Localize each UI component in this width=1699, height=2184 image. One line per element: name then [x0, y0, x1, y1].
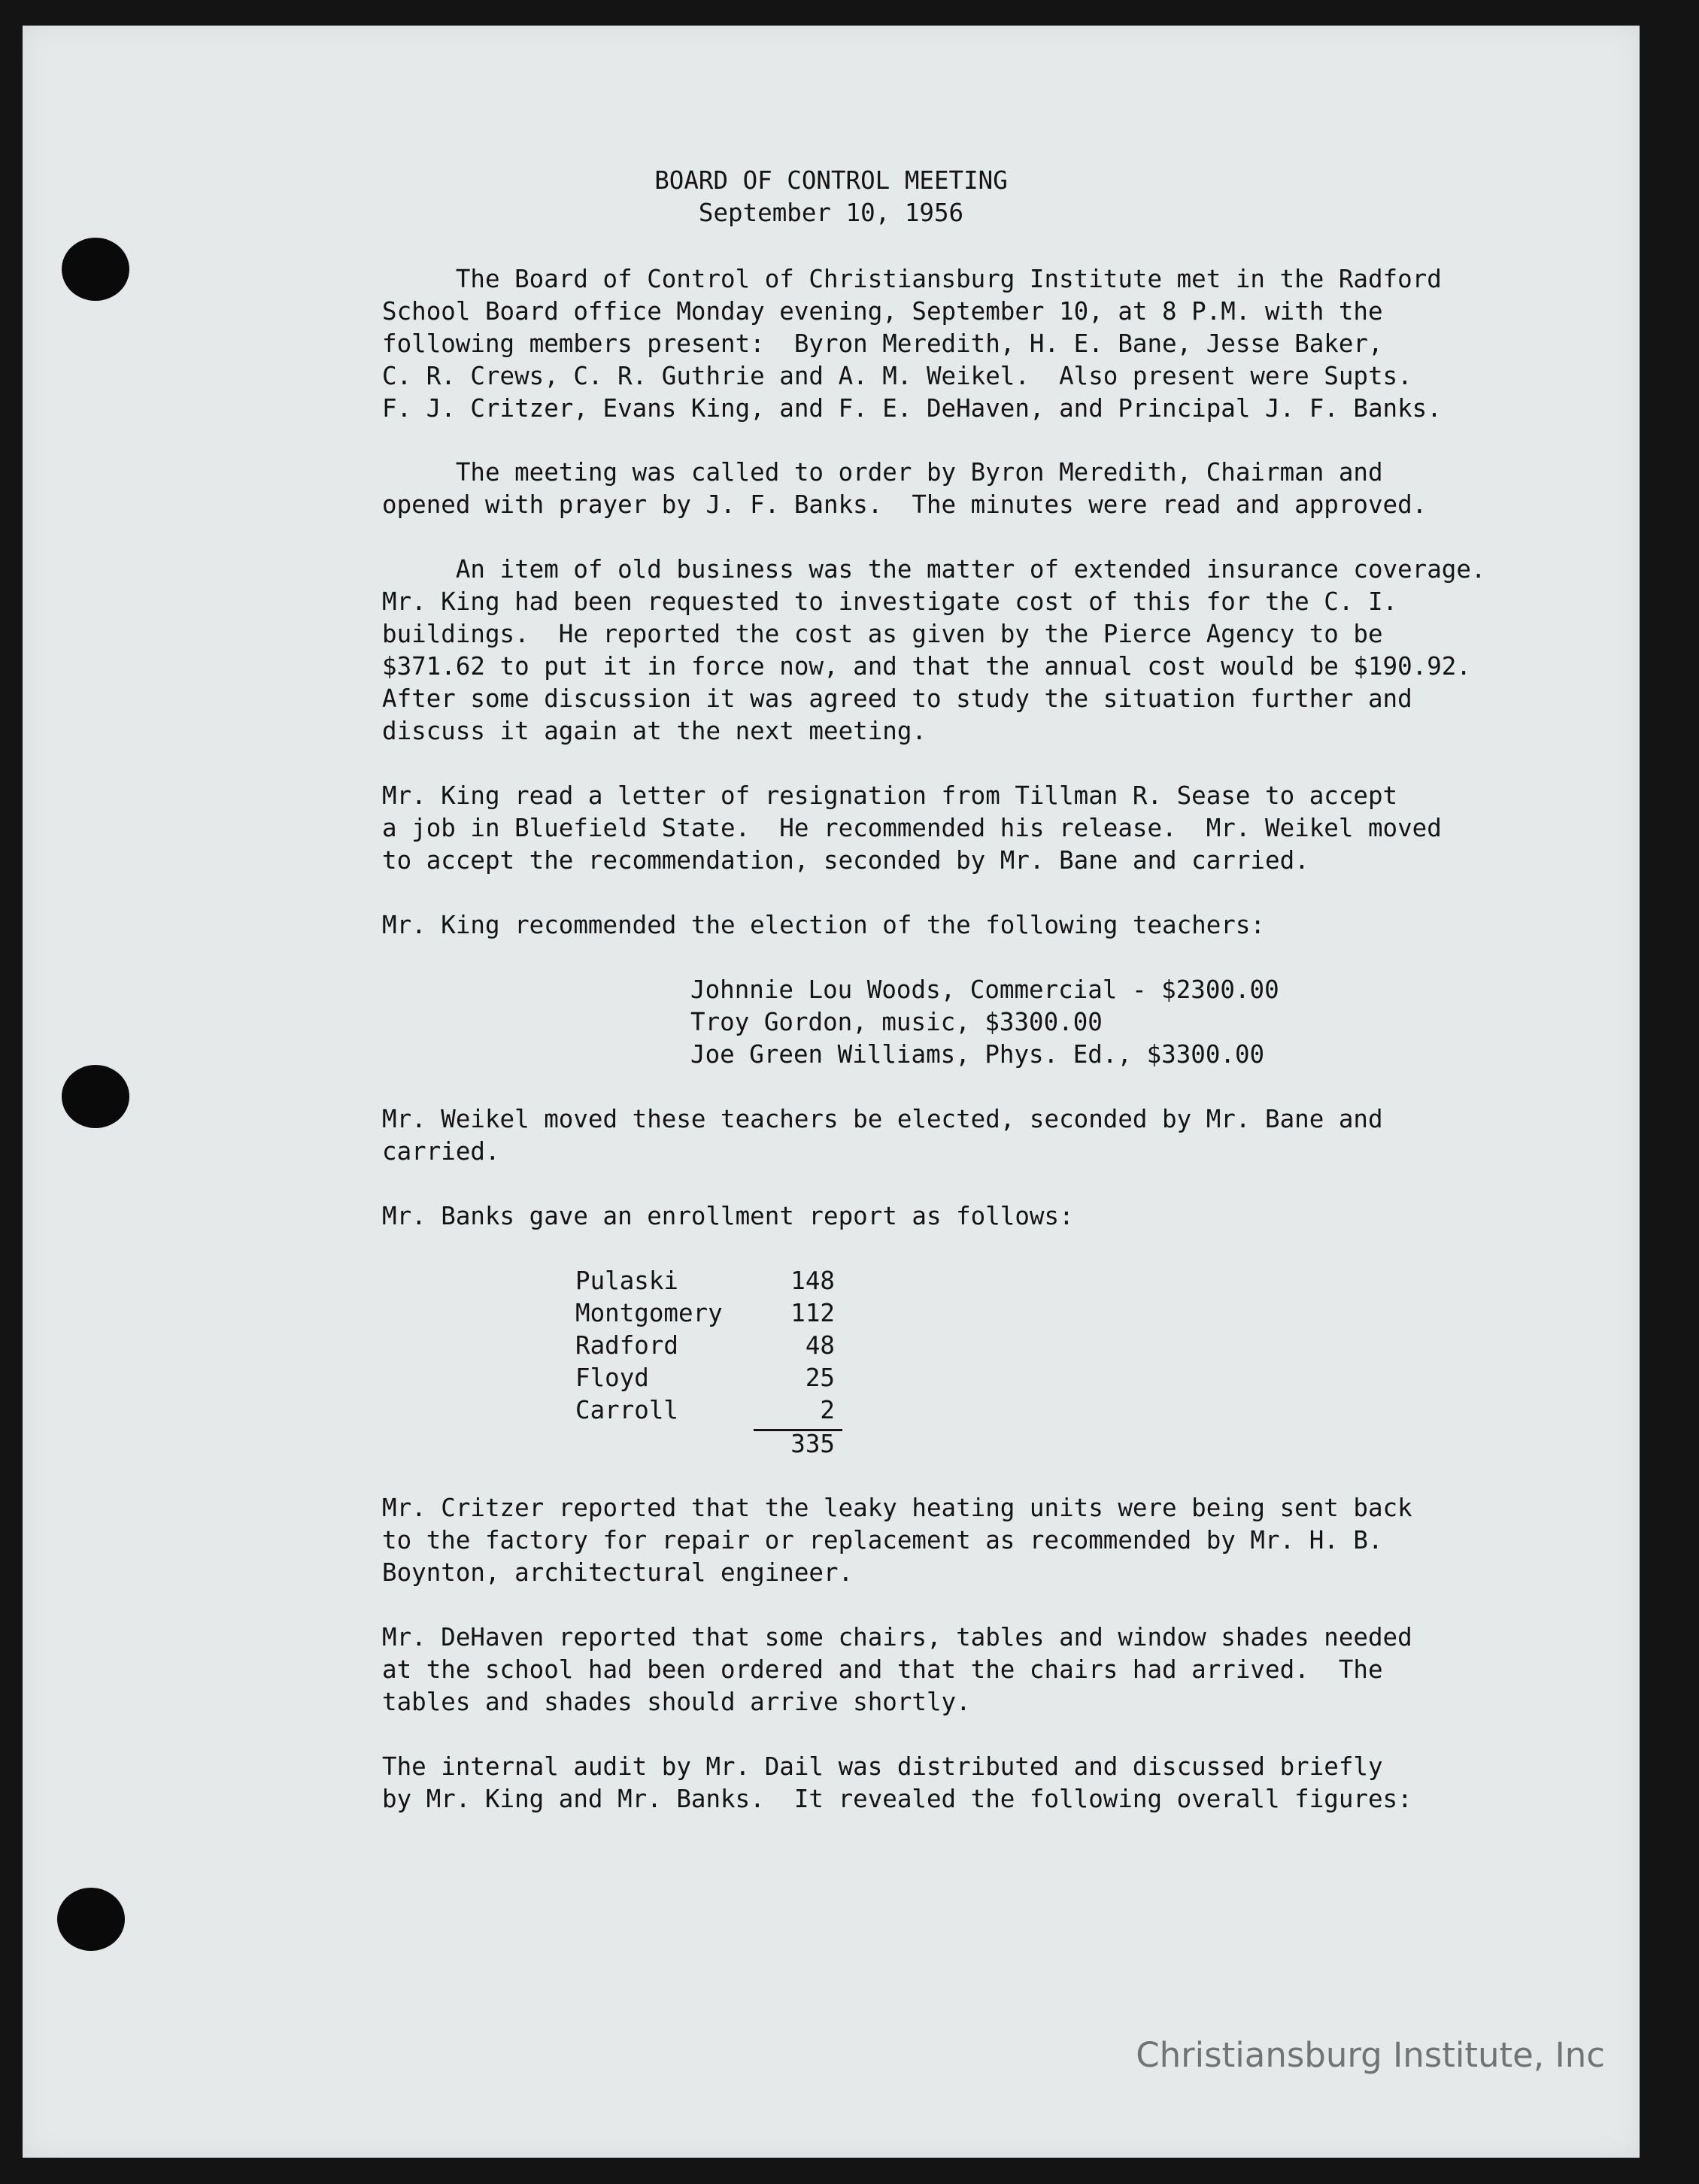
paragraph-line: $371.62 to put it in force now, and that the annual cost would be $190.92. [382, 652, 1471, 681]
document-date: September 10, 1956 [698, 199, 964, 227]
paragraph-line: following members present: Byron Meredith, H. E. Bane, Jesse Baker, [382, 329, 1383, 358]
paragraph-line: Mr. DeHaven reported that some chairs, tables and window shades needed [382, 1623, 1412, 1652]
paragraph-line: to the factory for repair or replacement as recommended by Mr. H. B. [382, 1526, 1383, 1555]
enrollment-total: 335 [790, 1430, 835, 1458]
paragraph-line: to accept the recommendation, seconded by Mr. Bane and carried. [382, 846, 1309, 875]
enrollment-count: 2 [820, 1396, 835, 1424]
paragraph-line: Mr. King read a letter of resignation from Tillman R. Sease to accept [382, 781, 1398, 810]
enrollment-count: 112 [790, 1299, 835, 1327]
paragraph-line: The meeting was called to order by Byron Meredith, Chairman and [382, 458, 1383, 487]
paragraph-line: Mr. Weikel moved these teachers be elected, seconded by Mr. Bane and [382, 1105, 1383, 1133]
enrollment-county: Montgomery [575, 1299, 723, 1327]
paragraph-line: tables and shades should arrive shortly. [382, 1688, 971, 1716]
paragraph-line: at the school had been ordered and that the chairs had arrived. The [382, 1655, 1383, 1684]
paragraph-line: Boynton, architectural engineer. [382, 1558, 854, 1587]
paragraph-line: carried. [382, 1137, 500, 1166]
paragraph-line: Mr. Critzer reported that the leaky heating units were being sent back [382, 1494, 1412, 1522]
teacher-entry: Joe Green Williams, Phys. Ed., $3300.00 [690, 1040, 1265, 1069]
paragraph-line: a job in Bluefield State. He recommended his release. Mr. Weikel moved [382, 814, 1442, 842]
enrollment-county: Pulaski [575, 1266, 678, 1295]
teacher-entry: Troy Gordon, music, $3300.00 [690, 1008, 1103, 1036]
paragraph-line: School Board office Monday evening, September 10, at 8 P.M. with the [382, 297, 1383, 326]
enrollment-county: Floyd [575, 1363, 649, 1392]
paragraph-line: The internal audit by Mr. Dail was distributed and discussed briefly [382, 1752, 1383, 1781]
paragraph-line: Mr. King recommended the election of the following teachers: [382, 911, 1265, 939]
enrollment-county: Radford [575, 1331, 678, 1360]
paragraph-line: Mr. Banks gave an enrollment report as follows: [382, 1202, 1074, 1230]
enrollment-county: Carroll [575, 1396, 678, 1424]
paragraph-line: Mr. King had been requested to investigate cost of this for the C. I. [382, 587, 1398, 616]
paragraph-line: After some discussion it was agreed to study the situation further and [382, 684, 1412, 713]
teacher-entry: Johnnie Lou Woods, Commercial - $2300.00 [690, 975, 1279, 1004]
paragraph-line: opened with prayer by J. F. Banks. The minutes were read and approved. [382, 490, 1427, 519]
paragraph-line: C. R. Crews, C. R. Guthrie and A. M. Weikel. Also present were Supts. [382, 362, 1412, 390]
paragraph-line: An item of old business was the matter of extended insurance coverage. [382, 555, 1486, 584]
paragraph-line: F. J. Critzer, Evans King, and F. E. DeHaven, and Principal J. F. Banks. [382, 394, 1442, 423]
watermark: Christiansburg Institute, Inc [1136, 2035, 1605, 2075]
typed-minutes [23, 26, 1640, 2158]
document-title: BOARD OF CONTROL MEETING [654, 166, 1008, 195]
enrollment-count: 148 [790, 1266, 835, 1295]
paragraph-line: by Mr. King and Mr. Banks. It revealed the following overall figures: [382, 1785, 1412, 1813]
paragraph-line: discuss it again at the next meeting. [382, 717, 927, 745]
paragraph-line: buildings. He reported the cost as given by the Pierce Agency to be [382, 620, 1383, 648]
paragraph-line: The Board of Control of Christiansburg Institute met in the Radford [382, 265, 1442, 293]
document-page [23, 26, 1640, 2158]
enrollment-count: 25 [805, 1363, 835, 1392]
enrollment-count: 48 [805, 1331, 835, 1360]
